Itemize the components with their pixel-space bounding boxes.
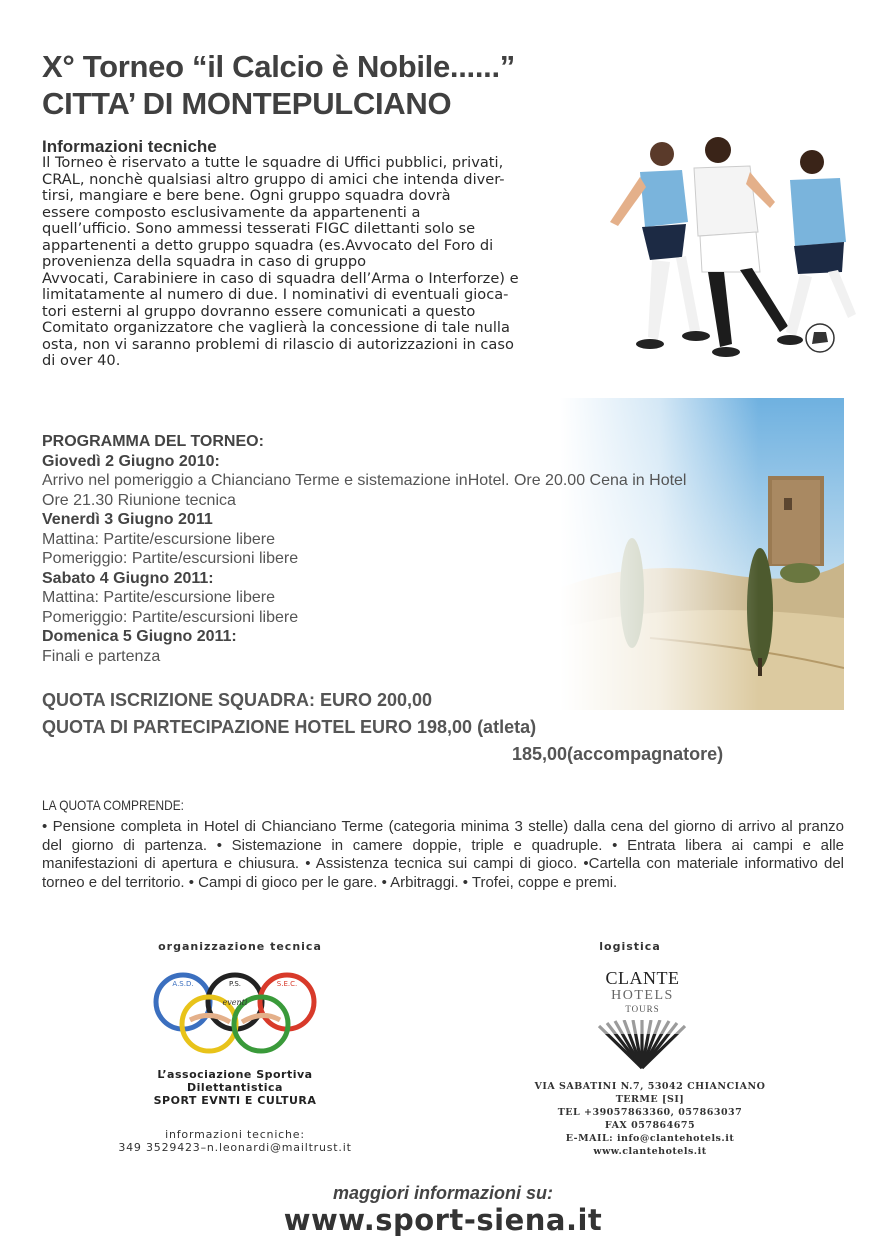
program-line: Pomeriggio: Partite/escursioni libere [42,550,299,567]
logo-letters-2: P.S. [228,980,242,988]
program-line: Arrivo nel pomeriggio a Chianciano Terme e sistemazione inHotel. Ore 20.00 Cena in Hotel [42,472,687,489]
comprende-title: LA QUOTA COMPRENDE: [42,797,184,813]
quota-hotel: QUOTA DI PARTECIPAZIONE HOTEL EURO 198,00 (atleta) [42,717,537,737]
info-line: Avvocati, Carabiniere in caso di squadra dell’Arma o Interforze) e [42,269,519,287]
association-name-line: Dilettantistica [187,1081,283,1094]
logo-letters-1: A.S.D. [172,980,194,988]
info-line: tori esterni al gruppo dovranno essere comunicati a questo [42,302,476,320]
organization-label: organizzazione tecnica [158,940,322,953]
technical-info-contact [60,1128,410,1154]
info-line: Comitato organizzatore che vaglierà la concessione di tale nulla [42,319,510,336]
program-line: Mattina: Partite/escursione libere [42,530,275,548]
logo-letters-3: S.E.C. [276,980,298,988]
info-line: CRAL, nonchè qualsiasi altro gruppo di amici che intenda diver- [42,170,505,188]
info-line: provenienza della squadra in caso di gruppo [42,253,367,270]
association-name [90,1068,380,1107]
program-heading: PROGRAMMA DEL TORNEO: [42,433,264,450]
info-line: quell’ufficio. Sono ammessi tesserati FIGC dilettanti solo se [42,220,476,237]
contact-address-city: TERME [SI] [615,1094,685,1105]
program-day: Giovedì 2 Giugno 2010: [42,452,220,470]
page-title-line1: X° Torneo “il Calcio è Nobile......” [42,49,515,84]
info-line: osta, non vi saranno problemi di rilascio di autorizzazioni in caso [42,335,514,353]
program-section [42,432,686,666]
info-line: di over 40. [42,352,121,369]
association-name-line: SPORT EVNTI E CULTURA [153,1094,317,1107]
program-line: Finali e partenza [42,647,161,665]
clante-brand-line3: TOURS [625,1004,660,1014]
football-players-image [590,132,860,372]
info-line: appartenenti a detto gruppo squadra (es.Avvocato del Foro di [42,236,494,254]
program-line: Ore 21.30 Riunione tecnica [42,491,236,509]
info-heading: Informazioni tecniche [42,137,217,156]
program-day: Sabato 4 Giugno 2011: [42,569,214,587]
contact-address: VIA SABATINI N.7, 53042 CHIANCIANO [534,1081,766,1092]
technical-info-phone-email: 349 3529423–n.leonardi@mailtrust.it [118,1141,352,1154]
contact-fax: FAX 057864675 [604,1120,696,1131]
program-line: Pomeriggio: Partite/escursioni libere [42,608,299,626]
info-line: Il Torneo è riservato a tutte le squadre di Uffici pubblici, privati, [42,154,504,171]
quota-squadra: QUOTA ISCRIZIONE SQUADRA: EURO 200,00 [42,690,433,710]
clante-brand-line2: HOTELS [611,988,674,1003]
more-info-label: maggiori informazioni su: [332,1183,553,1203]
website-link[interactable]: www.sport-siena.it [283,1203,603,1237]
contact-website: www.clantehotels.it [593,1146,707,1157]
logistics-contacts [505,1080,795,1158]
contact-phone: TEL +39057863360, 057863037 [557,1107,743,1118]
info-line: limitatamente al numero di due. I nominativi di eventuali gioca- [42,286,509,303]
contact-email: E-MAIL: info@clantehotels.it [565,1133,735,1144]
logistics-label: logistica [599,940,661,953]
info-line: essere composto esclusivamente da appartenenti a [42,203,421,221]
quota-accompagnatore: 185,00(accompagnatore) [512,744,724,764]
clante-brand-line1: CLANTE [605,968,680,988]
association-name-line: L’associazione Sportiva [157,1068,313,1081]
comprende-text: • Pensione completa in Hotel di Chianciano Terme (categoria minima 3 stelle) dalla cena del giorno di arrivo al pranzo del giorno di partenza. • Sistemazione in camere doppie, triple e quadruple. • Entrata libera ai campi e alle manifestazioni di apertura e chiusura. • Assistenza tecnica sui campi di gioco. •Cartella con materiale informativo del torneo e del territorio. • Campi di gioco per le gare. • Arbitraggi. • Trofei, coppe e premi. [42,818,844,891]
program-line: Mattina: Partite/escursione libere [42,589,275,606]
page-title-line2: CITTA’ DI MONTEPULCIANO [42,86,452,121]
association-rings-logo [150,970,320,1055]
clante-fan-icon [595,1020,690,1070]
info-line: tirsi, mangiare e bere bene. Ogni gruppo squadra dovrà [42,187,451,204]
technical-info-label: informazioni tecniche: [165,1128,305,1141]
logo-word: eventi [222,998,248,1007]
info-paragraph [42,155,642,370]
program-day: Venerdì 3 Giugno 2011 [42,511,213,528]
program-day: Domenica 5 Giugno 2011: [42,628,237,645]
clante-hotels-logo [575,968,710,1015]
